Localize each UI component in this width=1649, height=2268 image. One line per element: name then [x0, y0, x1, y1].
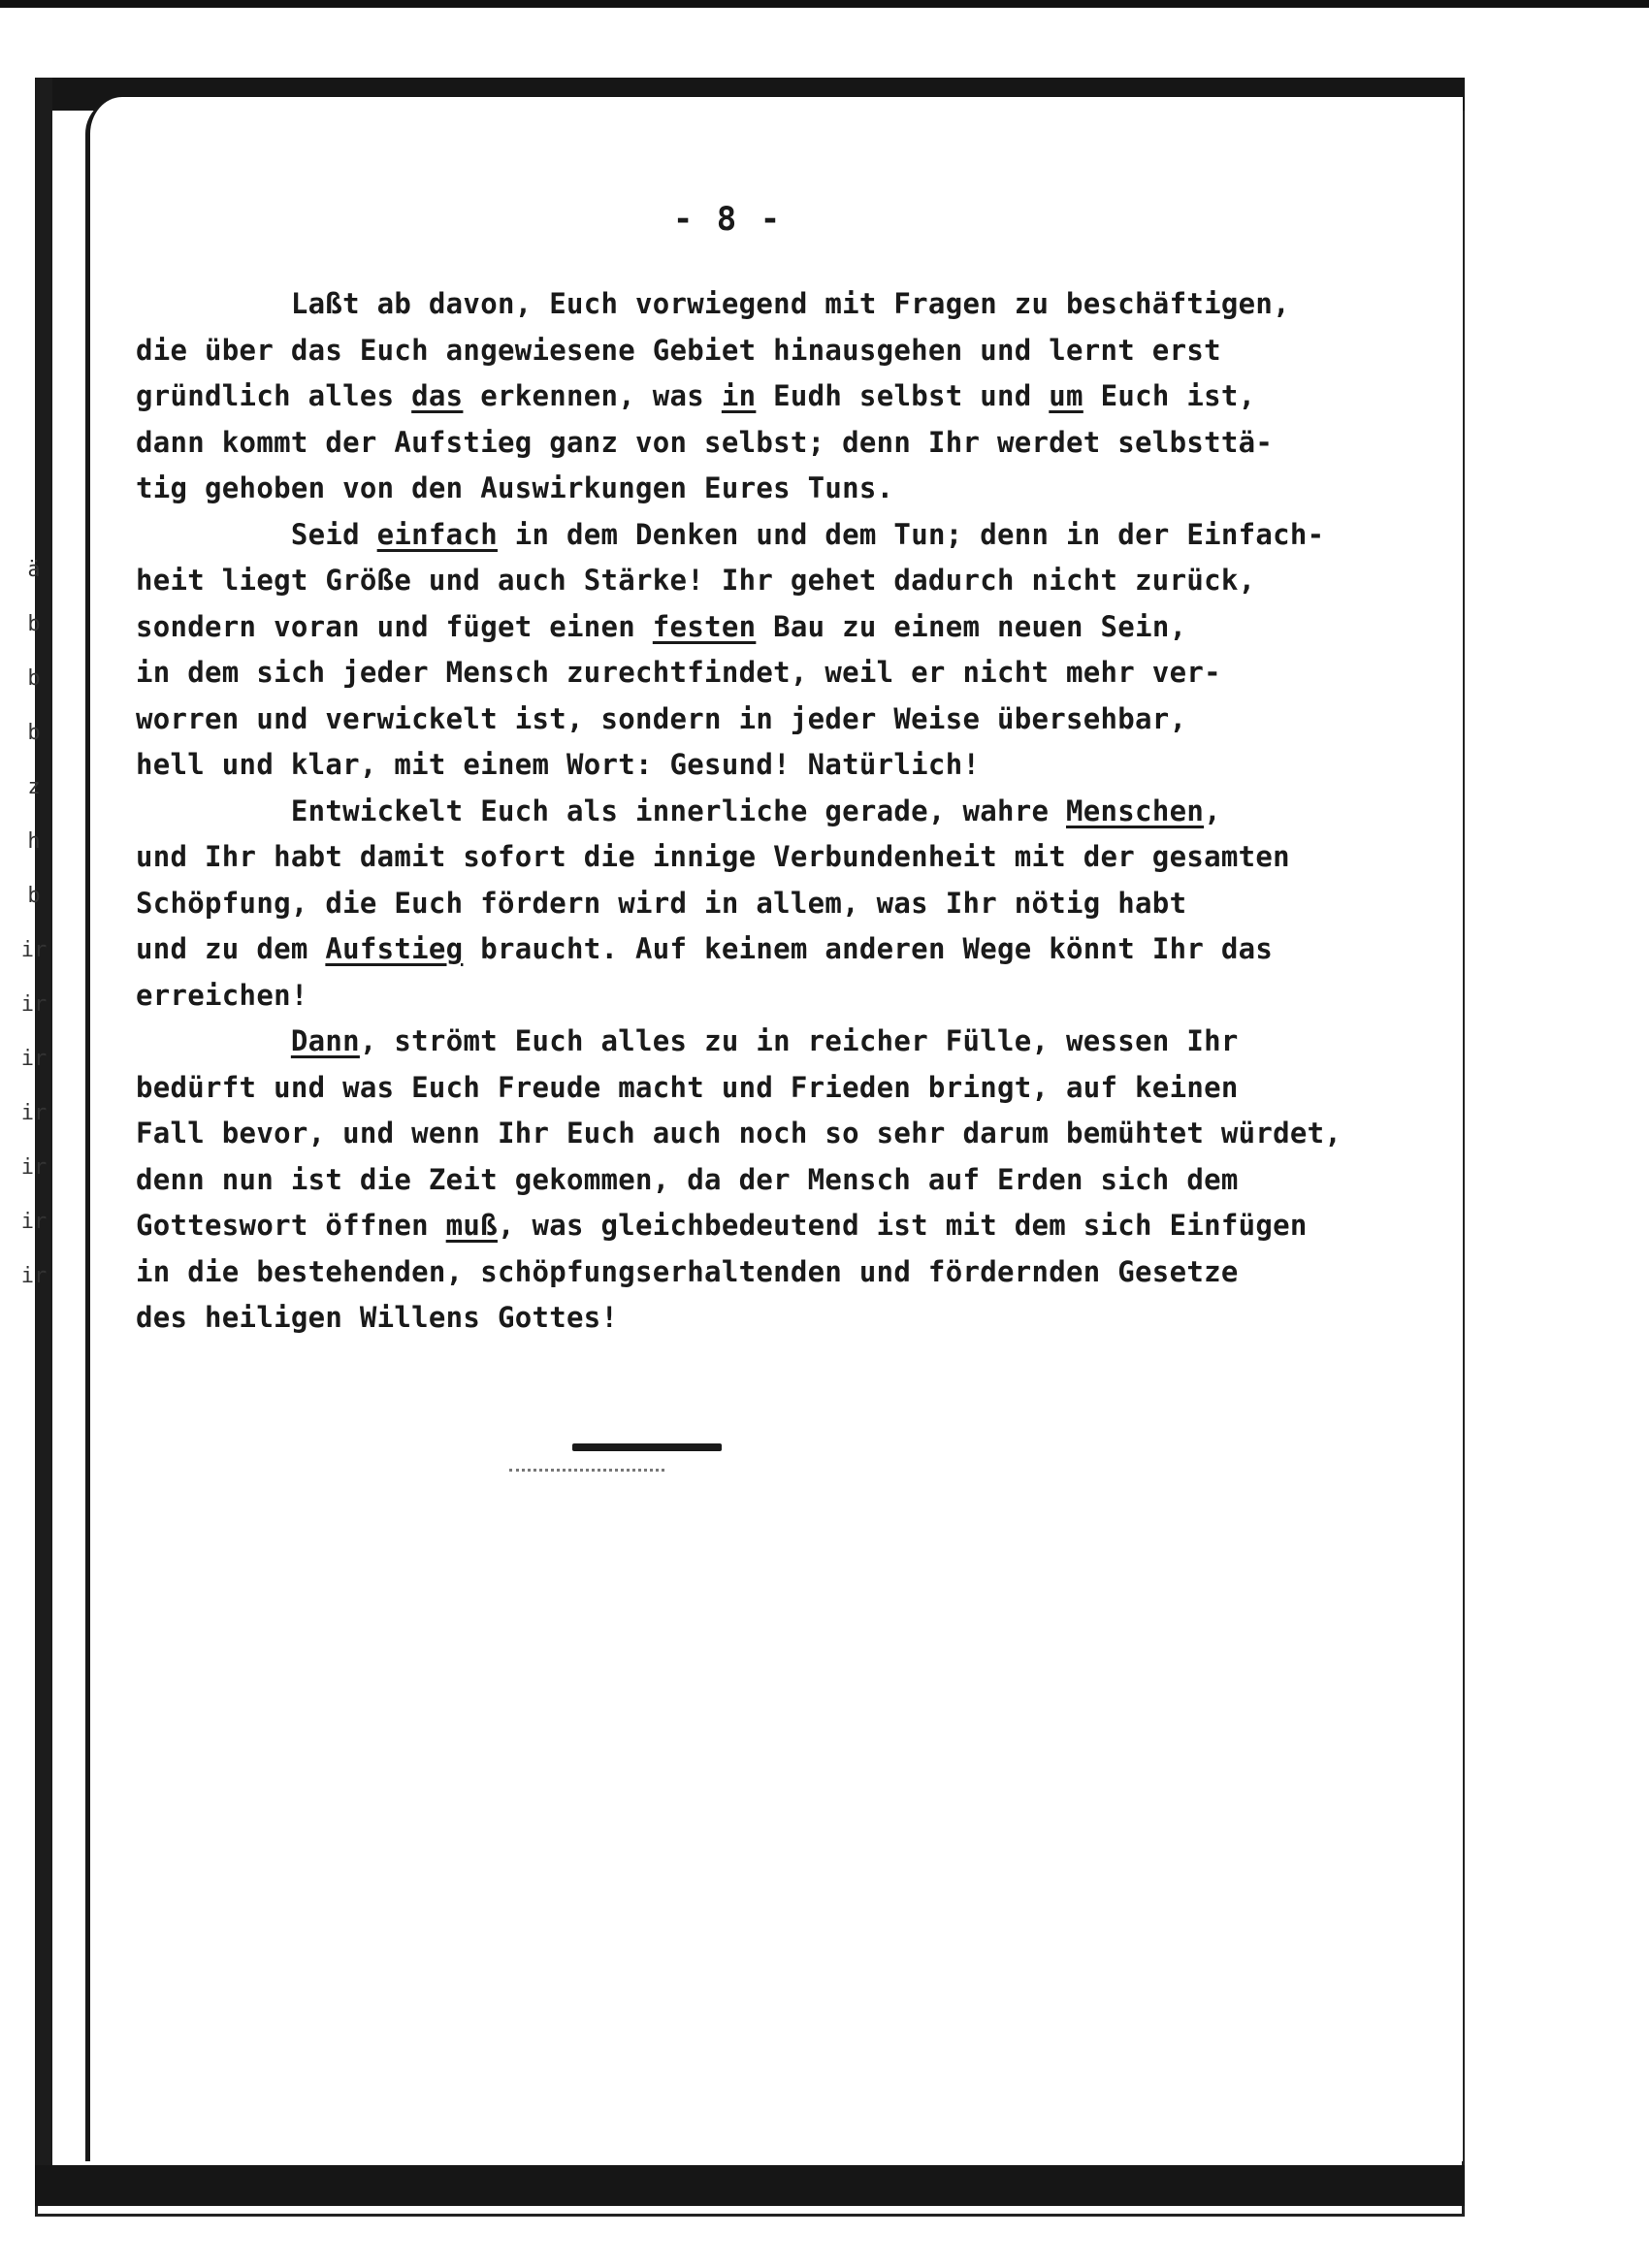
typed-letter-body — [136, 281, 1436, 1342]
closing-separator-rule — [572, 1443, 722, 1451]
text-run: Bau zu einem neuen Sein, — [756, 609, 1187, 643]
underlined-word: einfach — [376, 517, 498, 551]
text-line — [136, 1295, 1436, 1342]
text-line — [136, 1157, 1436, 1204]
text-run: bedürft und was Euch Freude macht und Frieden bringt, auf keinen — [136, 1070, 1239, 1104]
margin-fragment: ir — [20, 1210, 48, 1234]
margin-fragment: ir — [20, 1101, 48, 1125]
text-run: in dem Denken und dem Tun; denn in der Einfach- — [497, 517, 1325, 551]
text-run: sondern voran und füget einen — [136, 609, 653, 643]
text-line — [136, 1111, 1436, 1157]
margin-fragment: b — [27, 612, 41, 636]
underlined-word: Menschen — [1066, 794, 1205, 827]
text-line — [136, 281, 1436, 328]
text-run: dann kommt der Aufstieg ganz von selbst; denn Ihr werdet selbsttä- — [136, 425, 1274, 459]
text-run: des heiligen Willens Gottes! — [136, 1301, 619, 1334]
text-line — [136, 373, 1436, 420]
text-run: , was gleichbedeutend ist mit dem sich Einfügen — [497, 1209, 1308, 1242]
text-run: und Ihr habt damit sofort die innige Verbundenheit mit der gesamten — [136, 840, 1290, 873]
margin-fragment: ir — [20, 992, 48, 1017]
text-run: Schöpfung, die Euch fördern wird in allem, was Ihr nötig habt — [136, 886, 1187, 920]
text-line — [136, 881, 1436, 927]
text-run: heit liegt Größe und auch Stärke! Ihr gehet dadurch nicht zurück, — [136, 564, 1256, 597]
margin-fragment: ir — [20, 1264, 48, 1288]
underlined-word: um — [1049, 379, 1083, 412]
margin-fragment: b — [27, 884, 41, 908]
paragraph — [136, 1019, 1436, 1342]
margin-fragment: ir — [20, 938, 48, 962]
text-line — [136, 512, 1436, 559]
page-number: - 8 - — [672, 200, 783, 239]
text-line — [136, 973, 1436, 1020]
text-line — [136, 650, 1436, 697]
margin-fragment: z — [27, 775, 41, 799]
text-run: , strömt Euch alles zu in reicher Fülle, wessen Ihr — [359, 1024, 1239, 1057]
scan-shadow-bottom — [35, 2165, 1465, 2206]
text-run: denn nun ist die Zeit gekommen, da der Mensch auf Erden sich dem — [136, 1162, 1239, 1196]
text-run: erreichen! — [136, 978, 308, 1012]
underlined-word: Dann — [290, 1024, 360, 1057]
text-run: braucht. Auf keinem anderen Wege könnt Ihr das — [463, 932, 1274, 965]
paragraph — [136, 789, 1436, 1020]
text-run: Gotteswort öffnen — [136, 1209, 446, 1242]
text-run: und zu dem — [136, 932, 326, 965]
text-line — [136, 558, 1436, 604]
margin-fragment: ir — [20, 1155, 48, 1180]
text-run: Eudh selbst und — [756, 379, 1050, 412]
text-run: Euch ist, — [1083, 379, 1256, 412]
text-line — [136, 742, 1436, 789]
text-run: Entwickelt Euch als innerliche gerade, wahre — [136, 794, 1067, 827]
text-line — [136, 789, 1436, 835]
underlined-word: das — [411, 379, 464, 412]
text-run: Fall bevor, und wenn Ihr Euch auch noch so sehr darum bemühtet würdet, — [136, 1117, 1342, 1150]
text-run: die über das Euch angewiesene Gebiet hinausgehen und lernt erst — [136, 333, 1221, 367]
margin-fragment: b — [27, 721, 41, 745]
top-edge-rule — [0, 0, 1649, 8]
separator-speckle — [509, 1469, 664, 1472]
margin-fragment: ir — [20, 1047, 48, 1071]
text-run: tig gehoben von den Auswirkungen Eures Tuns. — [136, 471, 894, 504]
paragraph — [136, 512, 1436, 789]
text-run: in die bestehenden, schöpfungserhaltenden und fördernden Gesetze — [136, 1254, 1239, 1288]
text-run: in dem sich jeder Mensch zurechtfindet, weil er nicht mehr ver- — [136, 656, 1221, 689]
text-line — [136, 328, 1436, 374]
paragraph — [136, 281, 1436, 512]
underlined-word: festen — [652, 609, 757, 643]
text-run — [136, 1024, 291, 1057]
text-line — [136, 697, 1436, 743]
text-line — [136, 466, 1436, 512]
underlined-word: muß — [445, 1209, 498, 1242]
text-run: , — [1204, 794, 1221, 827]
margin-fragment: ä — [27, 558, 41, 582]
underlined-word: in — [721, 379, 757, 412]
text-line — [136, 1249, 1436, 1296]
text-run: Laßt ab davon, Euch vorwiegend mit Fragen zu beschäftigen, — [136, 287, 1290, 320]
margin-bleed-fragments — [0, 543, 68, 1304]
text-run: gründlich alles — [136, 379, 412, 412]
text-line — [136, 1065, 1436, 1112]
text-line — [136, 1203, 1436, 1249]
text-line — [136, 1019, 1436, 1065]
text-run: Seid — [136, 517, 377, 551]
underlined-word: Aufstieg — [325, 932, 464, 965]
text-run: worren und verwickelt ist, sondern in jeder Weise übersehbar, — [136, 701, 1187, 735]
text-line — [136, 420, 1436, 467]
text-line — [136, 926, 1436, 973]
margin-fragment: h — [27, 829, 41, 854]
margin-fragment: b — [27, 666, 41, 691]
text-line — [136, 604, 1436, 651]
text-line — [136, 834, 1436, 881]
text-run: erkennen, was — [463, 379, 722, 412]
text-run: hell und klar, mit einem Wort: Gesund! Natürlich! — [136, 748, 981, 781]
